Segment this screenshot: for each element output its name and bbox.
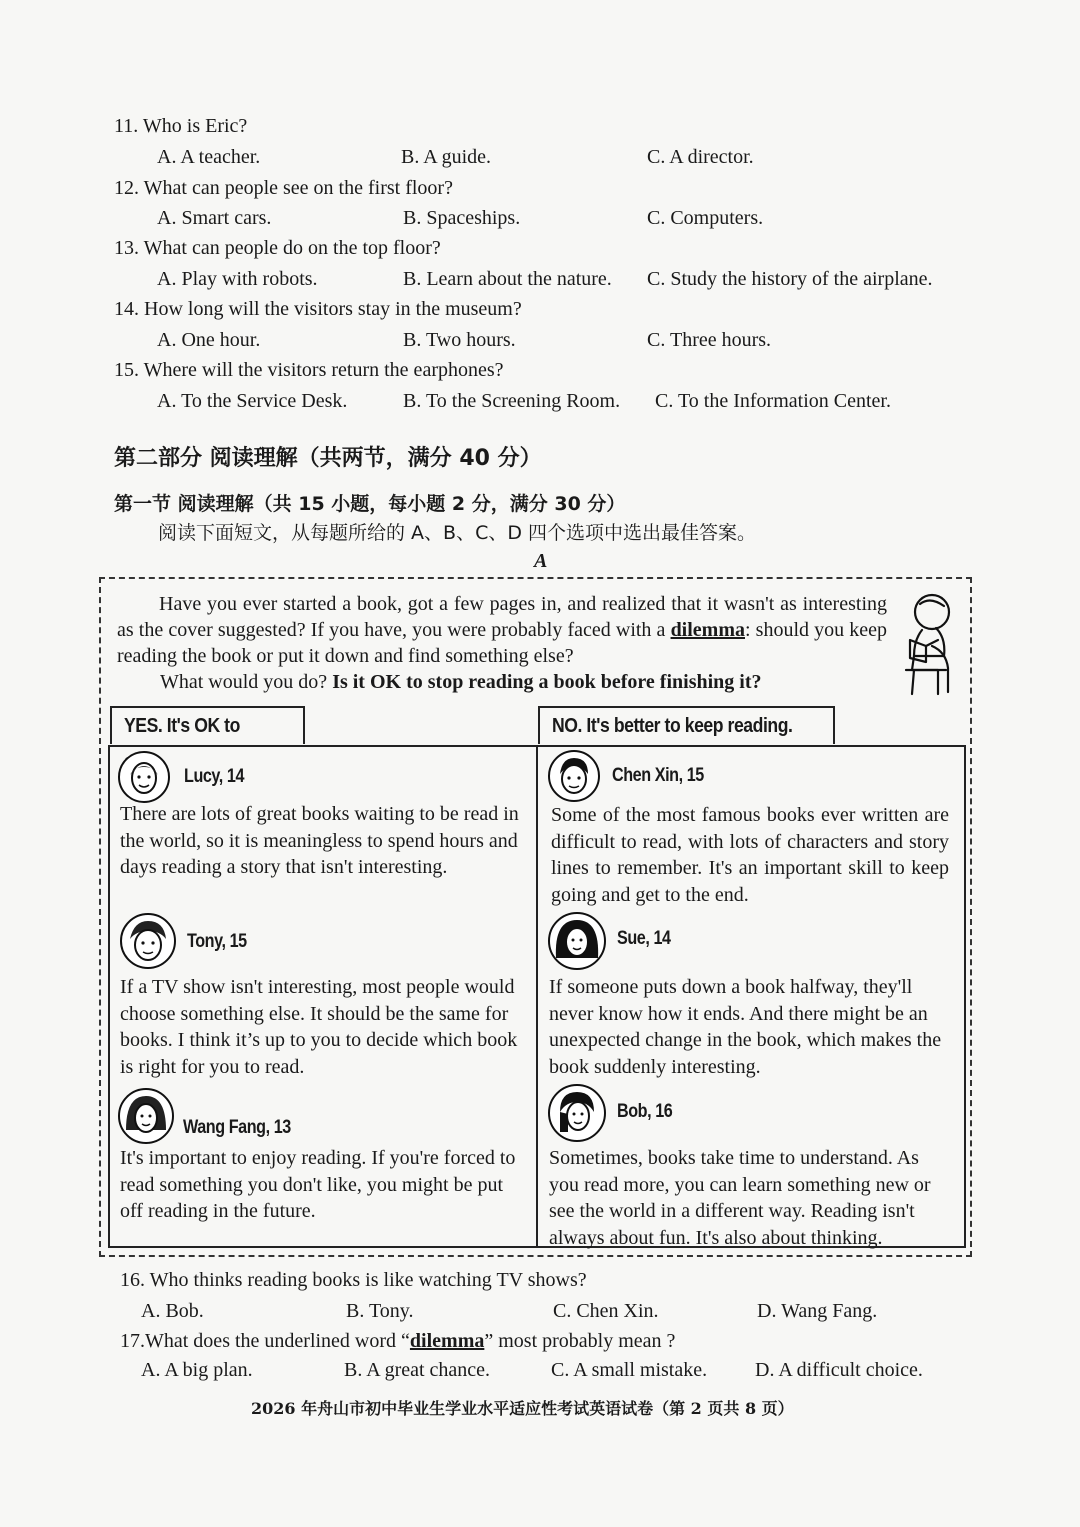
- q13-option-c: C. Study the history of the airplane.: [647, 268, 933, 290]
- text-tony: If a TV show isn't interesting, most people would choose something else. It should be the same for books. I think it’s up to you to decide which book is right for you to read.: [120, 976, 518, 1078]
- q17-option-b: B. A great chance.: [344, 1359, 491, 1381]
- question-13: 13. What can people do on the top floor?: [114, 237, 441, 259]
- q14-option-a: A. One hour.: [157, 329, 261, 351]
- text-chen-xin: Some of the most famous books ever written are difficult to read, with lots of characters and story lines to remember. It's an important skill to keep going and get to the end.: [551, 804, 949, 906]
- question-12: 12. What can people see on the first floor?: [114, 177, 453, 199]
- intro-paragraph: Have you ever started a book, got a few pages in, and realized that it wasn't as interesting as the cover suggested? If you have, you were probably faced with a dilemma: should you keep reading the book or put it down and find something else?: [117, 593, 888, 667]
- text-sue: If someone puts down a book halfway, they'll never know how it ends. And there might be an unexpected change in the book, which makes the book suddenly interesting.: [549, 976, 942, 1078]
- q13-option-a: A. Play with robots.: [157, 268, 318, 290]
- q14-option-c: C. Three hours.: [647, 329, 772, 351]
- text-bob: Sometimes, books take time to understand. As you read more, you can learn something new or see the world in a different way. Reading isn't always about fun. It's also about thinking.: [549, 1147, 931, 1249]
- q11-option-a: A. A teacher.: [157, 146, 261, 168]
- intro-question: What would you do? Is it OK to stop reading a book before finishing it?: [160, 671, 762, 693]
- q16-option-c: C. Chen Xin.: [553, 1300, 659, 1322]
- q12-option-b: B. Spaceships.: [403, 207, 521, 229]
- q15-option-b: B. To the Screening Room.: [403, 390, 621, 412]
- avatar-tony: [120, 913, 176, 969]
- q16-option-d: D. Wang Fang.: [757, 1300, 878, 1322]
- text-wang-fang: It's important to enjoy reading. If you're forced to read something you don't like, you might be put off reading in the future.: [120, 1147, 516, 1222]
- name-chen-xin: Chen Xin, 15: [612, 765, 704, 786]
- q16-option-a: A. Bob.: [141, 1300, 204, 1322]
- avatar-wang-fang: [118, 1088, 174, 1144]
- reading-child-illustration: [896, 590, 966, 698]
- question-14: 14. How long will the visitors stay in the museum?: [114, 298, 522, 320]
- no-header-tab: NO. It's better to keep reading.: [538, 706, 835, 744]
- part2-title: 第二部分 阅读理解（共两节，满分 40 分）: [114, 446, 542, 471]
- page-footer: 2026 年舟山市初中毕业生学业水平适应性考试英语试卷（第 2 页共 8 页）: [251, 1399, 794, 1418]
- q11-option-c: C. A director.: [647, 146, 754, 168]
- q11-option-b: B. A guide.: [401, 146, 492, 168]
- q14-option-b: B. Two hours.: [403, 329, 516, 351]
- q17-option-c: C. A small mistake.: [551, 1359, 708, 1381]
- name-tony: Tony, 15: [187, 931, 247, 952]
- underlined-word-dilemma: dilemma: [670, 619, 745, 641]
- name-lucy: Lucy, 14: [184, 766, 245, 787]
- name-sue: Sue, 14: [617, 928, 671, 949]
- question-17: 17.What does the underlined word “dilemma” most probably mean ?: [120, 1330, 676, 1352]
- q15-option-c: C. To the Information Center.: [655, 390, 891, 412]
- instruction: 阅读下面短文，从每题所给的 A、B、C、D 四个选项中选出最佳答案。: [158, 522, 757, 544]
- name-bob: Bob, 16: [617, 1101, 673, 1122]
- yes-header-tab: YES. It's OK to: [110, 706, 305, 744]
- avatar-bob: [548, 1084, 606, 1142]
- name-wang-fang: Wang Fang, 13: [183, 1117, 291, 1138]
- q16-option-b: B. Tony.: [346, 1300, 414, 1322]
- q12-option-c: C. Computers.: [647, 207, 764, 229]
- q17-option-d: D. A difficult choice.: [755, 1359, 923, 1381]
- q12-option-a: A. Smart cars.: [157, 207, 272, 229]
- question-16: 16. Who thinks reading books is like watching TV shows?: [120, 1269, 587, 1291]
- section1-title: 第一节 阅读理解（共 15 小题，每小题 2 分，满分 30 分）: [114, 493, 626, 515]
- question-11: 11. Who is Eric?: [114, 115, 248, 137]
- column-divider: [536, 745, 538, 1248]
- q17-option-a: A. A big plan.: [141, 1359, 253, 1381]
- passage-label: A: [534, 550, 548, 572]
- avatar-lucy: [118, 751, 170, 803]
- q15-option-a: A. To the Service Desk.: [157, 390, 348, 412]
- q13-option-b: B. Learn about the nature.: [403, 268, 612, 290]
- avatar-sue: [548, 912, 606, 970]
- avatar-chen-xin: [548, 750, 600, 802]
- text-lucy: There are lots of great books waiting to be read in the world, so it is meaningless to spend hours and days reading a story that isn't interesting.: [120, 803, 519, 878]
- question-15: 15. Where will the visitors return the earphones?: [114, 359, 504, 381]
